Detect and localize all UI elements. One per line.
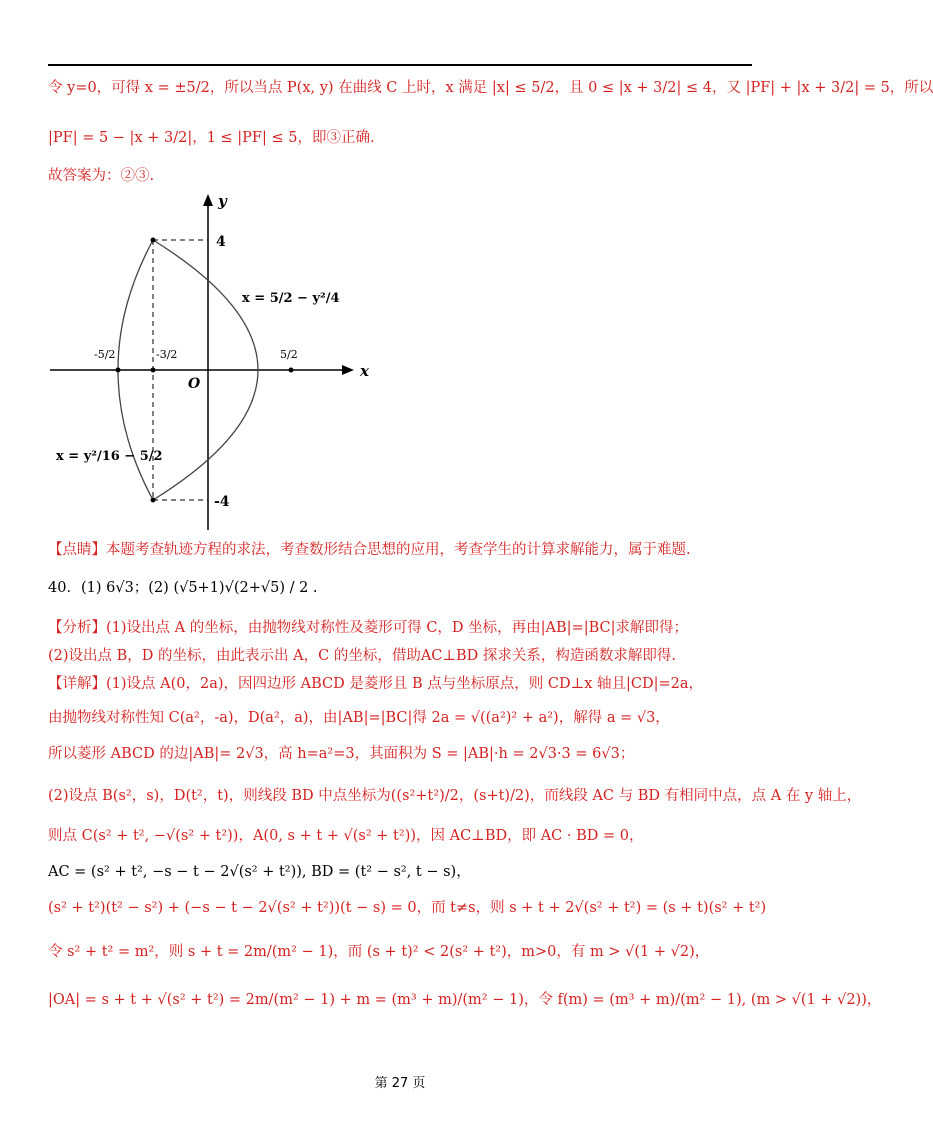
tick-y-bottom: -4 [214, 494, 230, 510]
text-line-14: (s² + t²)(t² − s²) + (−s − t − 2√(s² + t²))(t − s) = 0，而 t≠s，则 s + t + 2√(s² + t²) = (s + t)(s² + t²) [48, 900, 767, 916]
text-line-11: (2)设点 B(s²，s)，D(t²，t)，则线段 BD 中点坐标为((s²+t²)/2，(s+t)/2)，而线段 AC 与 BD 有相同中点，点 A 在 y 轴上， [48, 788, 862, 804]
text-line-12: 则点 C(s² + t², −√(s² + t²))，A(0, s + t + √(s² + t²))，因 AC⊥BD，即 AC · BD = 0， [48, 828, 644, 844]
x-axis-label: x [360, 362, 369, 380]
tick-left-inner: -3/2 [156, 348, 178, 361]
text-line-13: AC = (s² + t², −s − t − 2√(s² + t²)), BD = (t² − s², t − s)， [48, 864, 471, 880]
origin-label: O [188, 376, 201, 392]
text-line-7: (2)设出点 B，D 的坐标，由此表示出 A，C 的坐标，借助AC⊥BD 探求关系，构造函数求解即得. [48, 648, 677, 664]
tick-right: 5/2 [280, 348, 298, 361]
point-bottom [151, 498, 156, 503]
text-line-1: 令 y=0，可得 x = ±5/2，所以当点 P(x, y) 在曲线 C 上时，x 满足 |x| ≤ 5/2，且 0 ≤ |x + 3/2| ≤ 4，又 |PF| + |x + 3/2| = 5，所以 [48, 80, 933, 96]
text-line-9: 由抛物线对称性知 C(a²，-a)，D(a²，a)，由|AB|=|BC|得 2a = √((a²)² + a²)，解得 a = √3， [48, 710, 670, 726]
text-line-4: 【点睛】本题考查轨迹方程的求法，考查数形结合思想的应用，考查学生的计算求解能力，属于难题. [48, 542, 691, 558]
point-left-inner [151, 368, 156, 373]
tick-y-top: 4 [216, 234, 226, 250]
text-line-5: 40．(1) 6√3；(2) (√5+1)√(2+√5) / 2 . [48, 580, 318, 596]
text-line-2: |PF| = 5 − |x + 3/2|，1 ≤ |PF| ≤ 5，即③正确. [48, 130, 375, 146]
text-line-16: |OA| = s + t + √(s² + t²) = 2m/(m² − 1) + m = (m³ + m)/(m² − 1)，令 f(m) = (m³ + m)/(m² − 1), (m > √(1 + √2))， [48, 992, 882, 1008]
page-footer: 第 27 页 [374, 1076, 426, 1091]
point-right-vertex [289, 368, 294, 373]
curve-figure [48, 190, 388, 535]
point-top [151, 238, 156, 243]
text-line-8: 【详解】(1)设点 A(0，2a)，因四边形 ABCD 是菱形且 B 点与坐标原点，则 CD⊥x 轴且|CD|=2a， [48, 676, 703, 692]
x-axis-arrow [342, 365, 354, 375]
point-left-vertex [116, 368, 121, 373]
y-axis-arrow [203, 194, 213, 206]
left-curve-equation: x = y²/16 − 5/2 [56, 449, 163, 464]
y-axis-label: y [218, 192, 227, 210]
top-rule [48, 64, 752, 66]
text-line-3: 故答案为：②③. [48, 168, 155, 184]
text-line-6: 【分析】(1)设出点 A 的坐标，由抛物线对称性及菱形可得 C，D 坐标，再由|AB|=|BC|求解即得； [48, 620, 689, 636]
right-curve-equation: x = 5/2 − y²/4 [242, 291, 340, 306]
text-line-10: 所以菱形 ABCD 的边|AB|= 2√3，高 h=a²=3，其面积为 S = |AB|·h = 2√3·3 = 6√3； [48, 746, 635, 762]
text-line-15: 令 s² + t² = m²，则 s + t = 2m/(m² − 1)，而 (s + t)² < 2(s² + t²)，m>0，有 m > √(1 + √2)， [48, 944, 710, 960]
tick-left-outer: -5/2 [94, 348, 116, 361]
